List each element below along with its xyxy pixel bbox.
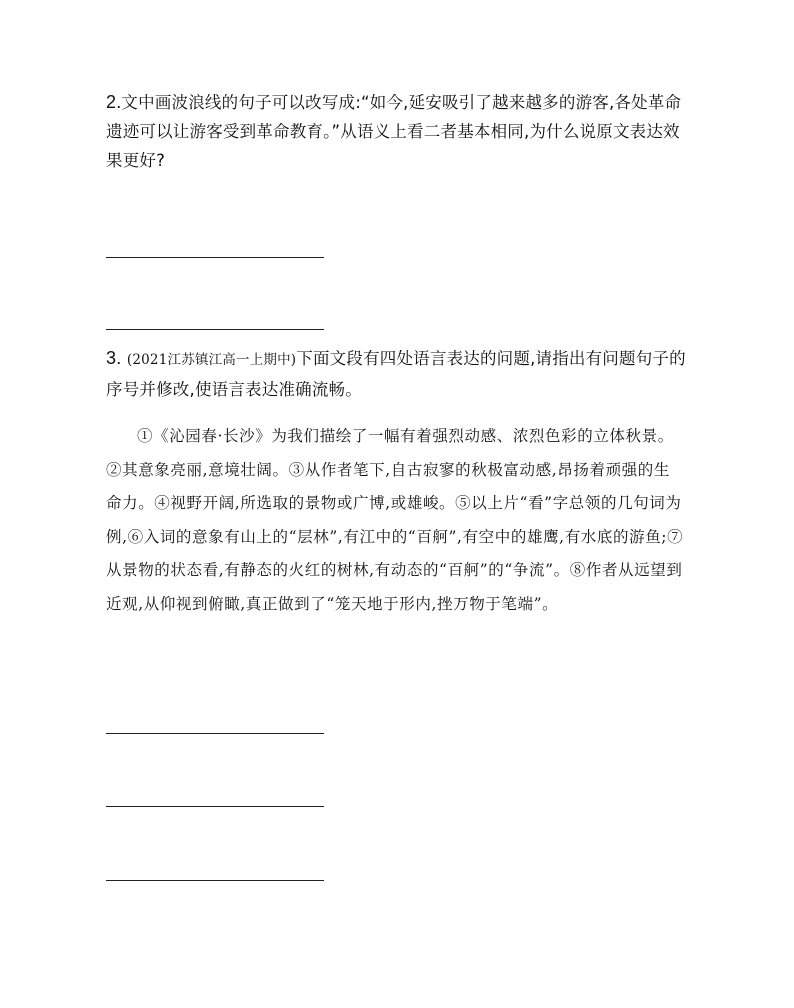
answer-line-q3-2[interactable]: [106, 806, 324, 807]
question-3-passage: ①《沁园春·长沙》为我们描绘了一幅有着强烈动感、浓烈色彩的立体秋景。②其意象亮丽,意境壮阔。③从作者笔下,自古寂寥的秋极富动感,昂扬着顽强的生命力。④视野开阔,所选取的景物或广博,或雄峻。⑤以上片“看”字总领的几句词为例,⑥入词的意象有山上的“层林”,有江中的“百舸”,有空中的雄鹰,有水底的游鱼;⑦从景物的状态看,有静态的火红的树林,有动态的“百舸”的“争流”。⑧作者从远望到近观,从仰视到俯瞰,真正做到了“笼天地于形内,挫万物于笔端”。: [106, 427, 684, 613]
question-2-text: 文中画波浪线的句子可以改写成:“如今,延安吸引了越来越多的游客,各处革命遗迹可以让游客受到革命教育。”从语义上看二者基本相同,为什么说原文表达效果更好?: [106, 93, 682, 170]
answer-line-q3-1[interactable]: [106, 733, 324, 734]
question-3-number: 3.: [106, 348, 122, 368]
question-3: [106, 344, 696, 404]
answer-line-q2-2[interactable]: [106, 329, 324, 330]
answer-line-q3-3[interactable]: [106, 880, 324, 881]
question-2: [106, 88, 696, 175]
question-3-text: 下面文段有四处语言表达的问题,请指出有问题句子的序号并修改,使语言表达准确流畅。: [106, 349, 686, 399]
answer-line-q2-1[interactable]: [106, 257, 324, 258]
question-3-source: (2021江苏镇江高一上期中): [126, 352, 297, 368]
question-2-number: 2.: [106, 92, 122, 112]
